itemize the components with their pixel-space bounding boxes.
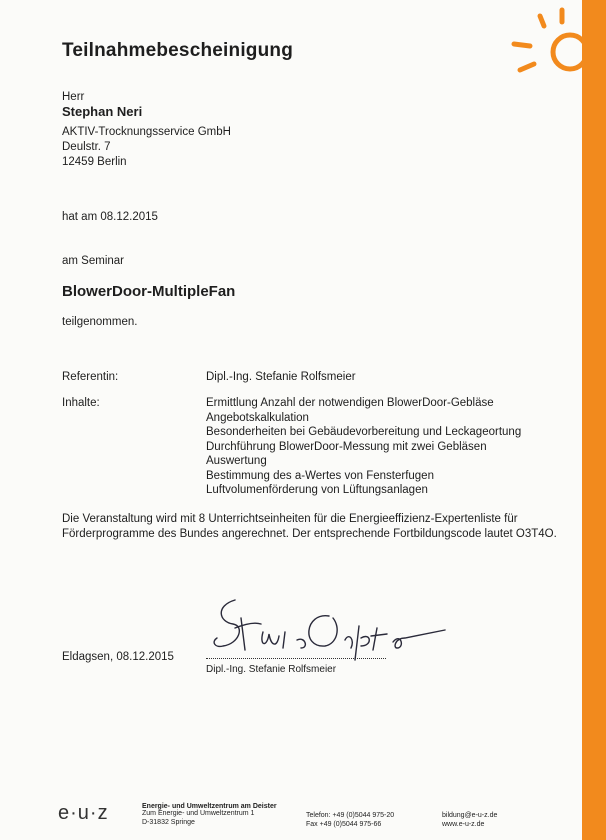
signature-caption: Dipl.-Ing. Stefanie Rolfsmeier xyxy=(206,664,337,675)
footer-email: bildung@e-u-z.de xyxy=(442,812,498,819)
inhalte-item: Bestimmung des a-Wertes von Fensterfugen xyxy=(206,469,434,482)
place-date: Eldagsen, 08.12.2015 xyxy=(62,651,174,663)
inhalte-item: Auswertung xyxy=(206,455,267,467)
seminar-intro: am Seminar xyxy=(62,255,124,267)
referentin-label: Referentin: xyxy=(62,371,119,383)
footer-fax: Fax +49 (0)5044 975-66 xyxy=(306,820,382,828)
inhalte-list xyxy=(206,396,566,498)
seminar-title: BlowerDoor-MultipleFan xyxy=(62,283,236,300)
footer-org-name: Energie- und Umweltzentrum am Deister xyxy=(142,803,277,810)
sun-logo-icon xyxy=(500,6,592,86)
recipient-name: Stephan Neri xyxy=(62,104,143,119)
handwritten-signature xyxy=(205,588,475,668)
footer-address1: Zum Energie- und Umweltzentrum 1 xyxy=(142,810,255,817)
recipient-company: AKTIV-Trocknungsservice GmbH xyxy=(62,126,231,138)
footer-address2: D-31832 Springe xyxy=(142,818,195,826)
inhalte-item: Angebotskalkulation xyxy=(206,411,309,424)
inhalte-item: Durchführung BlowerDoor-Messung mit zwei Gebläsen xyxy=(206,440,487,453)
euz-logo-text: e·u·z xyxy=(58,802,109,824)
participated-text: teilgenommen. xyxy=(62,316,138,328)
recipient-street: Deulstr. 7 xyxy=(62,141,111,153)
footer-web-block xyxy=(442,812,497,829)
page-title: Teilnahmebescheinigung xyxy=(62,40,294,61)
recipient-city: 12459 Berlin xyxy=(62,156,127,168)
footer-contact-block xyxy=(306,812,394,829)
inhalte-label: Inhalte: xyxy=(62,397,100,409)
footer-phone: Telefon: +49 (0)5044 975-20 xyxy=(306,812,395,819)
footer-web: www.e-u-z.de xyxy=(442,820,485,828)
inhalte-item: Besonderheiten bei Gebäudevorbereitung und Leckageortung xyxy=(206,426,522,438)
inhalte-item: Luftvolumenförderung von Lüftungsanlagen xyxy=(206,484,428,496)
euz-logo xyxy=(58,802,109,825)
statement-paragraph: Die Veranstaltung wird mit 8 Unterrichtseinheiten für die Energieeffizienz-Expertenliste für Förderprogramme des Bundes angerechnet. Der entsprechende Fortbildungscode lautet O3T4O. xyxy=(62,513,557,540)
recipient-salutation: Herr xyxy=(62,91,85,103)
footer-org-block xyxy=(142,803,277,827)
inhalte-item: Ermittlung Anzahl der notwendigen BlowerDoor-Gebläse xyxy=(206,397,494,409)
date-line: hat am 08.12.2015 xyxy=(62,211,158,223)
referentin-value: Dipl.-Ing. Stefanie Rolfsmeier xyxy=(206,371,356,383)
orange-side-bar xyxy=(582,0,606,840)
signature-line xyxy=(206,658,386,659)
